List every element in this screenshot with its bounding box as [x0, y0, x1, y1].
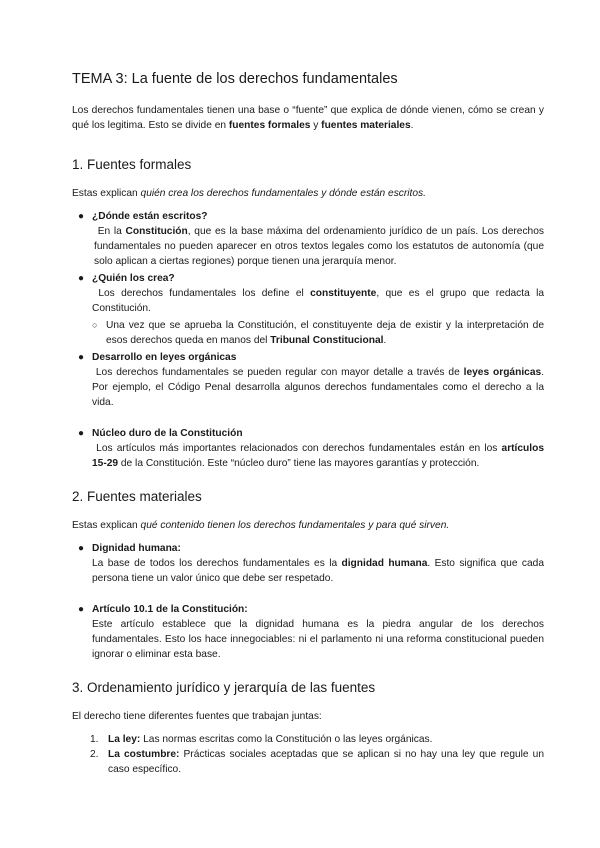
list-item: ● ¿Quién los crea? Los derechos fundamentales los define el constituyente, que es el grupo que redacta la Constitución.	[78, 273, 545, 314]
list-item: ● ¿Dónde están escritos? En la Constitución, que es la base máxima del ordenamiento jurídico de un país. Los derechos fundamentales no pueden aparecer en otros textos legales como los estatutos de autonomía (que solo aplican a ciertas regiones) porque tienen una jerarquía menor.	[78, 211, 544, 267]
section-lead-ordenamiento: El derecho tiene diferentes fuentes que trabajan juntas:	[72, 711, 322, 722]
list-item: ● Dignidad humana: La base de todos los derechos fundamentales es la dignidad humana. Esto significa que cada persona tiene un valor único que debe ser respetado.	[78, 543, 544, 584]
bullet-icon: ●	[78, 604, 85, 615]
intro-paragraph: Los derechos fundamentales tienen una base o “fuente” que explica de dónde vienen, cómo se crean y qué los legitima. Esto se divide en fuentes formales y fuentes materiales.	[72, 105, 544, 131]
numbered-item: 2. La costumbre: Prácticas sociales aceptadas que se aplican si no hay una ley que regule un caso específico.	[90, 749, 544, 775]
section-heading-materiales: 2. Fuentes materiales	[72, 489, 202, 504]
circle-bullet-icon: ○	[92, 320, 98, 330]
list-item: ● Desarrollo en leyes orgánicas Los derechos fundamentales se pueden regular con mayor detalle a través de leyes orgánicas. Por ejemplo, el Código Penal desarrolla algunos derechos fundamentales como el derecho a la vida.	[78, 352, 544, 408]
numbered-item: 1. La ley: Las normas escritas como la Constitución o las leyes orgánicas.	[90, 734, 433, 745]
bullet-icon: ●	[78, 428, 85, 439]
section-lead-materiales: Estas explican qué contenido tienen los derechos fundamentales y para qué sirven.	[72, 520, 450, 531]
section-lead-formales: Estas explican quién crea los derechos fundamentales y dónde están escritos.	[72, 188, 426, 199]
page-title: TEMA 3: La fuente de los derechos fundamentales	[72, 71, 398, 87]
document-page	[72, 70, 544, 777]
bullet-icon: ●	[78, 211, 85, 222]
section-heading-formales: 1. Fuentes formales	[72, 157, 192, 172]
sub-list-item: ○ Una vez que se aprueba la Constitución, el constituyente deja de existir y la interpretación de esos derechos queda en manos del Tribunal Constitucional.	[92, 320, 544, 346]
bullet-icon: ●	[78, 273, 85, 284]
section-heading-ordenamiento: 3. Ordenamiento jurídico y jerarquía de las fuentes	[72, 680, 376, 695]
bullet-icon: ●	[78, 543, 85, 554]
list-item: ● Artículo 10.1 de la Constitución: Este artículo establece que la dignidad humana es la piedra angular de los derechos fundamentales. Esto los hace innegociables: ni el parlamento ni una reforma constitucional pueden ignorar o eliminar esta base.	[78, 604, 544, 660]
list-item: ● Núcleo duro de la Constitución Los artículos más importantes relacionados con derechos fundamentales están en los artículos 15-29 de la Constitución. Este “núcleo duro” tiene las mayores garantías y protección.	[78, 428, 544, 469]
bullet-icon: ●	[78, 352, 85, 363]
